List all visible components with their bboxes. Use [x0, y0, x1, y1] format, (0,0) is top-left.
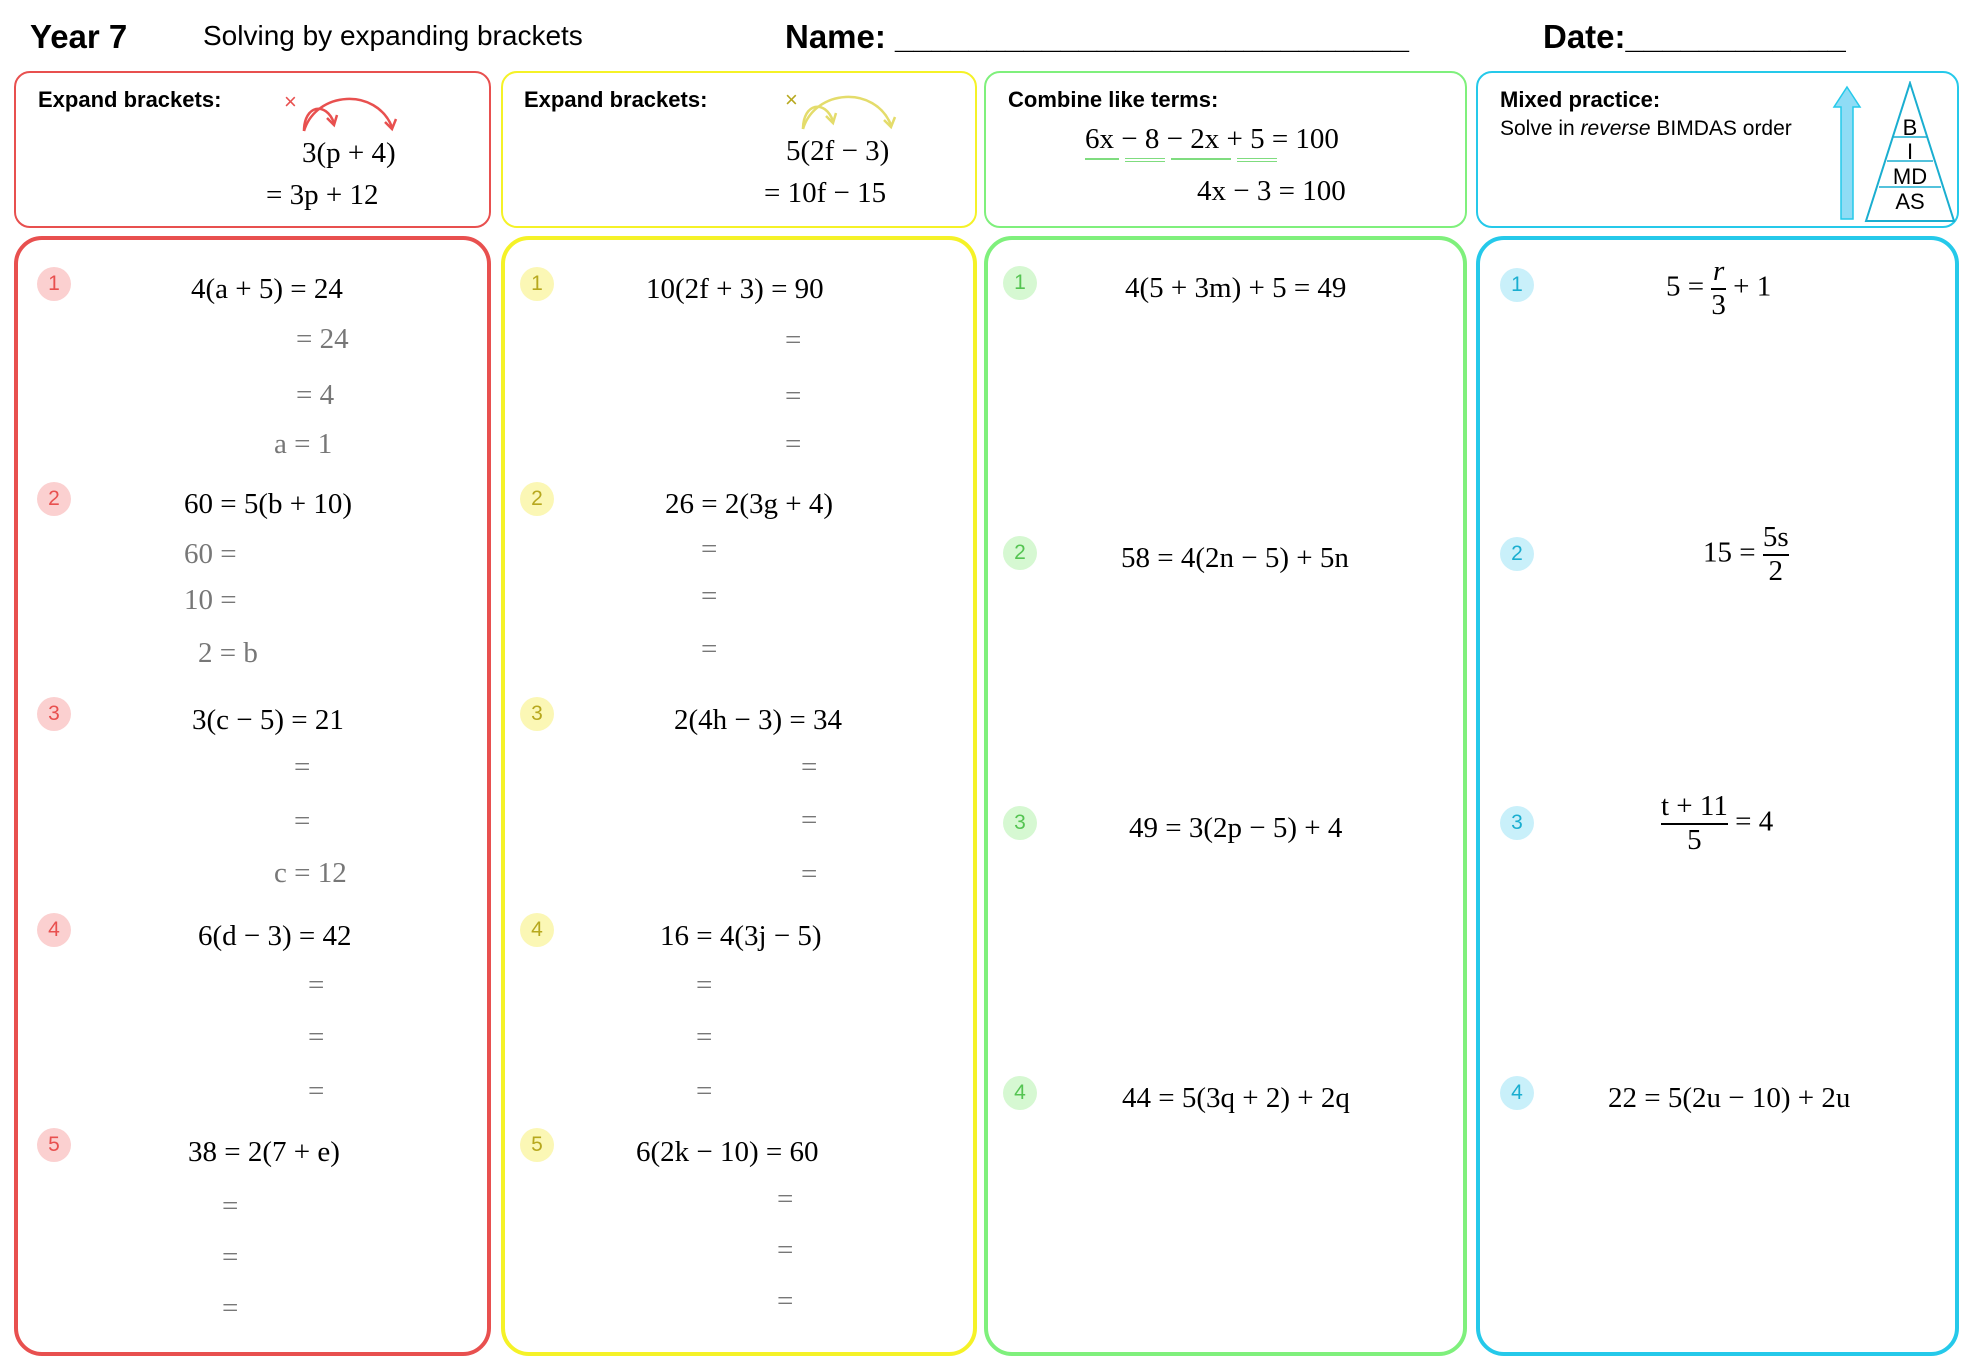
question-column-expand-1: [14, 236, 491, 1356]
working-step: =: [696, 969, 713, 1001]
working-step: =: [222, 1190, 239, 1222]
fraction-numerator: r: [1712, 255, 1725, 287]
example-box-expand-2: [501, 71, 977, 228]
question-number: 3: [1003, 806, 1037, 840]
working-step: =: [696, 1021, 713, 1053]
question-number: 5: [520, 1128, 554, 1162]
question-number: 2: [1500, 537, 1534, 571]
working-step: =: [222, 1241, 239, 1273]
fraction-numerator: t + 11: [1661, 790, 1728, 822]
fraction-denominator: 2: [1768, 554, 1783, 587]
working-step: =: [777, 1183, 794, 1215]
example-expression: 5(2f − 3): [786, 135, 890, 167]
working-step: a = 1: [274, 428, 333, 460]
question-equation: 5 = $\frac{r}{3}$ + 1: [1666, 255, 1772, 321]
working-step: =: [294, 805, 311, 837]
fraction-denominator: 5: [1687, 823, 1702, 856]
question-number: 4: [1003, 1076, 1037, 1110]
example-title: Expand brackets:: [38, 87, 222, 112]
expand-arrows-icon: [795, 89, 905, 135]
multiply-cross-icon: ×: [785, 87, 798, 112]
working-step: 2 = b: [198, 637, 258, 669]
question-number: 5: [37, 1128, 71, 1162]
working-step: =: [222, 1292, 239, 1324]
pyramid-label: AS: [1895, 189, 1925, 214]
like-term-underline: [1125, 158, 1165, 162]
working-step: = 4: [296, 379, 335, 411]
question-equation: 6(2k − 10) = 60: [636, 1136, 819, 1168]
working-step: =: [696, 1075, 713, 1107]
working-step: 10 =: [184, 584, 237, 616]
question-number: 1: [37, 267, 71, 301]
like-term-underline: [1085, 158, 1119, 160]
question-equation: 10(2f + 3) = 90: [646, 273, 824, 305]
topic-title: Solving by expanding brackets: [203, 20, 583, 51]
working-step: =: [294, 751, 311, 783]
question-number: 4: [1500, 1076, 1534, 1110]
example-title: Combine like terms:: [1008, 87, 1219, 112]
question-number: 2: [520, 482, 554, 516]
pyramid-label: MD: [1892, 164, 1928, 189]
working-step: =: [308, 969, 325, 1001]
like-term-underline: [1171, 158, 1231, 160]
fraction-numerator: 5s: [1762, 521, 1789, 553]
working-step: =: [785, 428, 802, 460]
question-number: 4: [520, 913, 554, 947]
date-field[interactable]: Date:____________: [1543, 18, 1846, 55]
question-equation: 4(5 + 3m) + 5 = 49: [1125, 272, 1347, 304]
working-step: =: [308, 1021, 325, 1053]
working-step: c = 12: [274, 857, 347, 889]
question-column-mixed: [1476, 236, 1959, 1356]
working-step: =: [777, 1285, 794, 1317]
question-number: 3: [37, 697, 71, 731]
question-number: 1: [1003, 266, 1037, 300]
working-step: 60 =: [184, 538, 237, 570]
working-step: =: [308, 1075, 325, 1107]
working-step: =: [785, 380, 802, 412]
example-instruction: Solve in reverse BIMDAS order: [1500, 117, 1792, 140]
working-step: =: [801, 804, 818, 836]
example-result: = 10f − 15: [764, 177, 887, 209]
question-equation: 6(d − 3) = 42: [198, 920, 352, 952]
question-equation: 16 = 4(3j − 5): [660, 920, 822, 952]
question-column-expand-2: [501, 236, 977, 1356]
example-result: 4x − 3 = 100: [1197, 175, 1346, 207]
question-number: 1: [1500, 268, 1534, 302]
pyramid-label: B: [1902, 115, 1918, 140]
question-equation: 4(a + 5) = 24: [191, 273, 343, 305]
expand-arrows-icon: [296, 91, 406, 137]
question-equation: 49 = 3(2p − 5) + 4: [1129, 812, 1343, 844]
question-number: 2: [37, 482, 71, 516]
question-equation: $\frac{t + 11}{5}$ = 4: [1661, 790, 1774, 856]
question-equation: 58 = 4(2n − 5) + 5n: [1121, 542, 1349, 574]
working-step: =: [785, 324, 802, 356]
question-equation: 2(4h − 3) = 34: [674, 704, 843, 736]
example-box-combine: [984, 71, 1467, 228]
question-number: 2: [1003, 536, 1037, 570]
fraction-denominator: 3: [1711, 288, 1726, 321]
working-step: = 24: [296, 323, 349, 355]
multiply-cross-icon: ×: [284, 89, 297, 114]
question-equation: 44 = 5(3q + 2) + 2q: [1122, 1082, 1350, 1114]
question-equation: 3(c − 5) = 21: [192, 704, 344, 736]
question-equation: 38 = 2(7 + e): [188, 1136, 340, 1168]
like-term-underline: [1237, 158, 1277, 162]
question-equation: 15 = $\frac{5s}{2}$: [1703, 521, 1789, 587]
question-equation: 60 = 5(b + 10): [184, 488, 353, 520]
question-number: 3: [520, 697, 554, 731]
question-number: 4: [37, 913, 71, 947]
example-title: Expand brackets:: [524, 87, 708, 112]
question-number: 3: [1500, 806, 1534, 840]
working-step: =: [801, 858, 818, 890]
pyramid-label: I: [1906, 139, 1914, 164]
working-step: =: [701, 580, 718, 612]
question-column-combine: [984, 236, 1467, 1356]
question-number: 1: [520, 267, 554, 301]
working-step: =: [701, 533, 718, 565]
working-step: =: [701, 633, 718, 665]
example-result: = 3p + 12: [266, 179, 379, 211]
example-title: Mixed practice:: [1500, 87, 1661, 112]
name-field[interactable]: Name: ____________________________: [785, 18, 1409, 55]
question-equation: 26 = 2(3g + 4): [665, 488, 834, 520]
example-box-expand-1: [14, 71, 491, 228]
working-step: =: [777, 1234, 794, 1266]
question-equation: 22 = 5(2u − 10) + 2u: [1608, 1082, 1851, 1114]
year-label: Year 7: [30, 18, 128, 55]
example-expression: 6x − 8 − 2x + 5 = 100: [1085, 123, 1339, 155]
example-expression: 3(p + 4): [302, 137, 396, 169]
example-box-mixed: [1476, 71, 1959, 228]
working-step: =: [801, 751, 818, 783]
